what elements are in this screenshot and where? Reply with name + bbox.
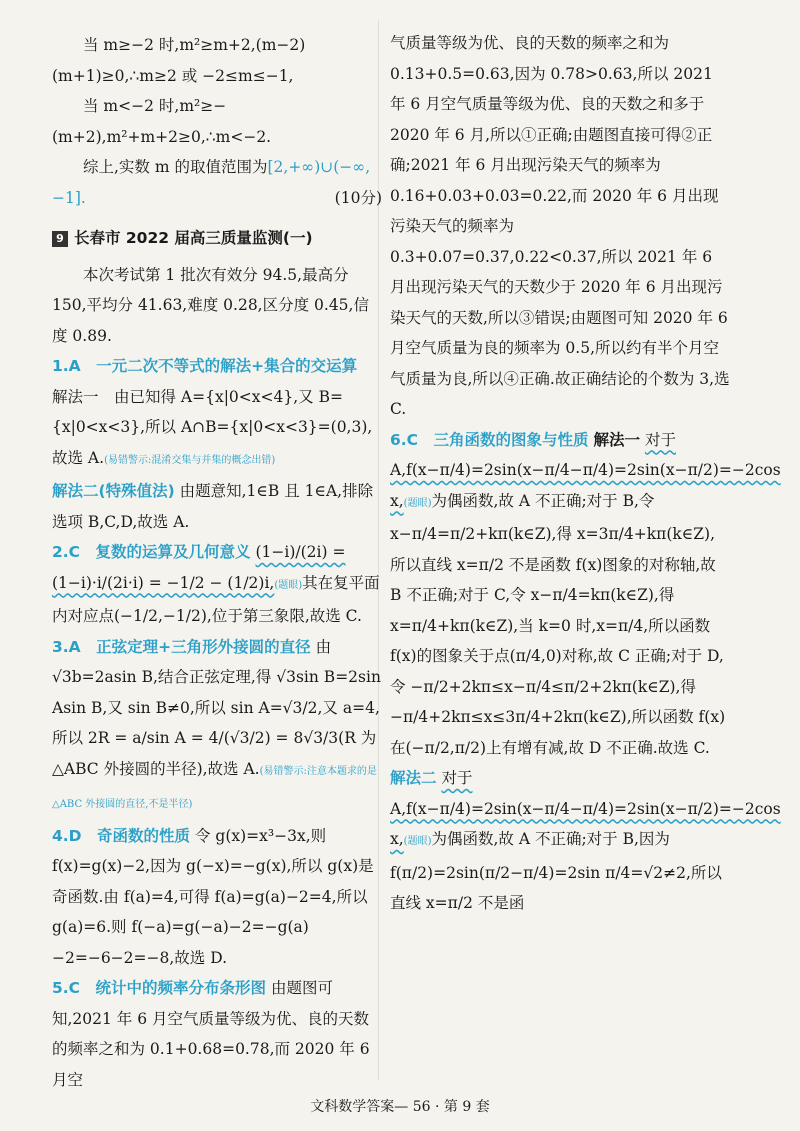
q6-method2-label: 解法二 (390, 769, 437, 787)
q5-heading: 5.C 统计中的频率分布条形图 (52, 979, 267, 997)
question-3 (52, 632, 382, 821)
exam-stats: 本次考试第 1 批次有效分 94.5,最高分 150,平均分 41.63,难度 0.28,区分度 0.45,信度 0.89. (52, 265, 369, 345)
q3-text: 由 √3b=2asin B,结合正弦定理,得 √3sin B=2sin Asin B,又 sin B≠0,所以 sin A=√3/2,又 a=4,所以 2R = a/sin A = 4/(√3/2) = 8√3/3(R 为△ABC 外接圆的半径),故选 A. (52, 637, 381, 778)
q2-heading: 2.C 复数的运算及几何意义 (52, 543, 251, 561)
q6-method1-label: 解法一 (593, 430, 641, 449)
q6-text3: 对于 A,f(x−π/4)=2sin(x−π/4−π/4)=2sin(x−π/2)=−2cos x, (390, 769, 781, 848)
right-column (390, 28, 781, 919)
q4-text: 令 g(x)=x³−3x,则 f(x)=g(x)−2,因为 g(−x)=−g(x),所以 g(x)是奇函数.由 f(a)=4,可得 f(a)=g(a)−2=4,所以 g(a)=6.则 f(−a)=g(−a)−2=−g(a)−2=−6−2=−8,故选 D. (52, 826, 374, 967)
q1-alt-heading: 解法二(特殊值法) (52, 482, 175, 500)
question-5 (52, 973, 382, 1095)
conclusion-text: 综上,实数 m 的取值范围为 (83, 158, 268, 176)
question-4 (52, 821, 382, 974)
question-2 (52, 537, 382, 632)
q2-text1: (1−i)/(2i) = (1−i)·i/(2i·i) = −1/2 − (1/2)i, (52, 543, 346, 592)
q6-heading: 6.C 三角函数的图象与性质 (390, 430, 589, 449)
q6-text1: 对于 A,f(x−π/4)=2sin(x−π/4−π/4)=2sin(x−π/2)=−2cos x, (390, 430, 781, 510)
page-footer: 文科数学答案— 56 · 第 9 套 (310, 1099, 490, 1115)
line-m-case1: 当 m≥−2 时,m²≥m+2,(m−2)(m+1)≥0,∴m≥2 或 −2≤m≤−1, (52, 36, 306, 85)
line-m-case2: 当 m<−2 时,m²≥−(m+2),m²+m+2≥0,∴m<−2. (52, 97, 272, 146)
q1-text: 解法一 由已知得 A={x|0<x<4},又 B={x|0<x<3},所以 A∩B={x|0<x<3}=(0,3),故选 A. (52, 387, 373, 467)
left-column (52, 30, 382, 1095)
q5-text: 由题图可知,2021 年 6 月空气质量等级为优、良的天数的频率之和为 0.1+0.68=0.78,而 2020 年 6 月空 (52, 979, 370, 1089)
section-title-text: 长春市 2022 届高三质量监测(一) (74, 229, 313, 247)
q4-heading: 4.D 奇函数的性质 (52, 826, 191, 845)
q2-note: (题眼) (274, 579, 303, 591)
line-conclusion (52, 152, 382, 213)
q3-note: (易错警示:注意本题求的是△ABC 外接圆的直径,不是半径) (52, 765, 377, 810)
score-badge: (10分) (334, 188, 382, 207)
q5-continued: 气质量等级为优、良的天数的频率之和为 0.13+0.5=0.63,因为 0.78>0.63,所以 2021 年 6 月空气质量等级为优、良的天数之和多于 2020 年 6 月,所以①正确;由题图直接可得②正确;2021 年 6 月出现污染天气的频率为 0.16+0.03+0.03=0.22,而 2020 年 6 月出现污染天气的频率为 0.3+0.07=0.37,0.22<0.37,所以 2021 年 6 月出现污染天气的天数少于 2020 年 6 月出现污染天气的天数,所以③错误;由题图可知 2020 年 6 月空气质量为良的频率为 0.5,所以约有半个月空气质量为良,所以④正确.故正确结论的个数为 3,选 C. (390, 34, 730, 418)
q1-heading: 1.A 一元二次不等式的解法+集合的交运算 (52, 357, 358, 375)
q3-heading: 3.A 正弦定理+三角形外接圆的直径 (52, 637, 311, 656)
q1-note: (易错警示:混淆交集与并集的概念出错) (104, 454, 276, 466)
question-6 (390, 425, 781, 919)
q2-text2: 其在复平面内对应点(−1/2,−1/2),位于第三象限,故选 C. (52, 573, 380, 625)
q1-alt-text: 由题意知,1∈B 且 1∈A,排除选项 B,C,D,故选 A. (52, 482, 374, 531)
q6-text2: 为偶函数,故 A 不正确;对于 B,令 x−π/4=π/2+kπ(k∈Z),得 x=3π/4+kπ(k∈Z),所以直线 x=π/2 不是函数 f(x)图象的对称轴,故 B 不正确;对于 C,令 x−π/4=kπ(k∈Z),得 x=π/4+kπ(k∈Z),当 k=0 时,x=π/4,所以函数 f(x)的图象关于点(π/4,0)对称,故 C 正确;对于 D,令 −π/2+2kπ≤x−π/4≤π/2+2kπ(k∈Z),得 −π/4+2kπ≤x≤3π/4+2kπ(k∈Z),所以函数 f(x)在(−π/2,π/2)上有增有减,故 D 不正确.故选 C. (390, 491, 726, 757)
q6-note2: (题眼) (403, 836, 432, 847)
section-number: 9 (52, 231, 68, 247)
q6-note1: (题眼) (403, 497, 432, 509)
conclusion-range: [2,+∞)∪(−∞,−1]. (52, 158, 371, 207)
section-title (52, 223, 382, 254)
q6-text4: 为偶函数,故 A 不正确;对于 B,因为 f(π/2)=2sin(π/2−π/4)=2sin π/4=√2≠2,所以直线 x=π/2 不是函 (390, 830, 722, 912)
question-1 (52, 351, 382, 537)
